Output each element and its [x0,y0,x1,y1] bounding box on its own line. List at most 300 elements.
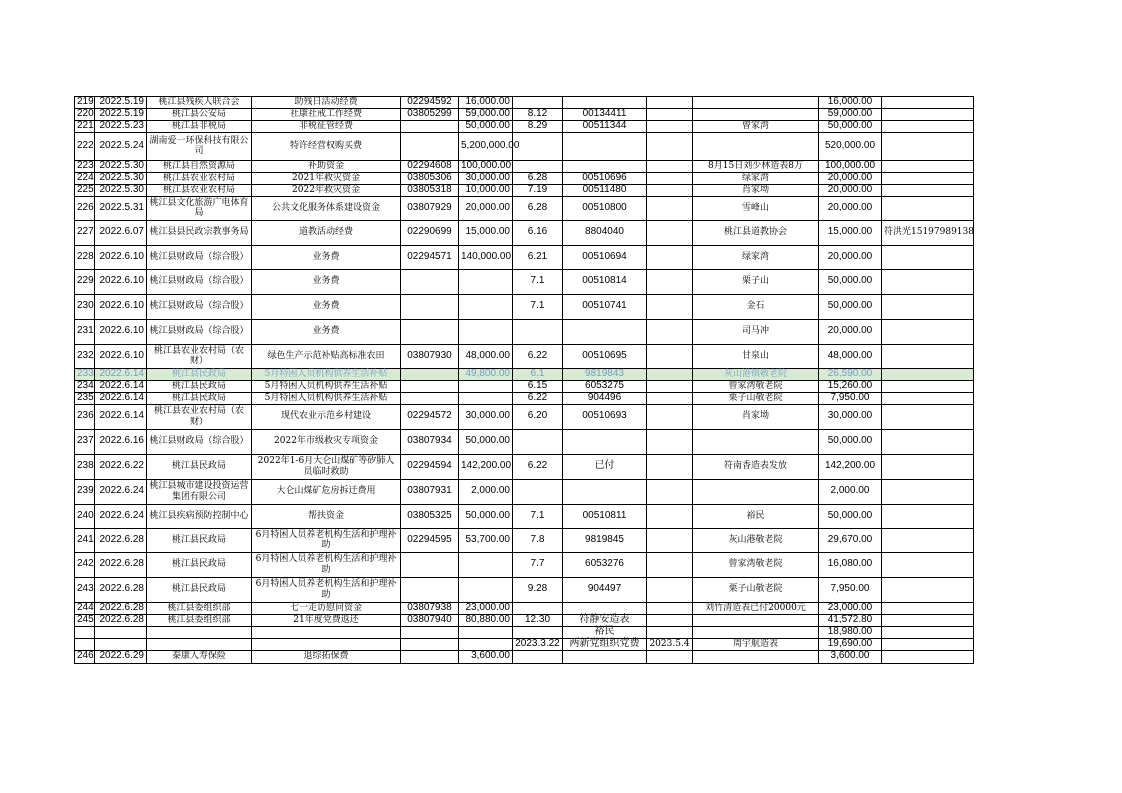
recipient-cell [693,429,819,454]
date-cell: 2022.6.10 [95,344,147,368]
payment-voucher-cell: 已付 [563,454,647,479]
payment-date-cell: 7.1 [513,504,563,528]
row-number-cell: 243 [75,577,95,602]
voucher-code-cell: 03807934 [401,429,459,454]
table-row [75,184,974,196]
date-cell [95,626,147,638]
row-number-cell: 244 [75,602,95,614]
recipient-cell [693,108,819,120]
recipient-cell [693,132,819,160]
note-cell [882,108,974,120]
ledger-table [74,96,974,664]
voucher-code-cell [401,368,459,380]
table-row [75,269,974,294]
recipient-cell: 曾家湾敬老院 [693,380,819,392]
row-number-cell: 239 [75,479,95,504]
paid-total-cell: 15,260.00 [819,380,882,392]
date-cell: 2022.5.30 [95,160,147,172]
table-row [75,528,974,552]
voucher-code-cell: 03807938 [401,602,459,614]
date-cell: 2022.6.10 [95,294,147,319]
note-cell [882,404,974,429]
note-cell [882,626,974,638]
unit-cell: 桃江县民政局 [147,552,252,577]
payment-voucher-cell: 904497 [563,577,647,602]
note-cell [882,319,974,344]
date-cell: 2022.5.30 [95,184,147,196]
amount-cell [459,577,513,602]
row-number-cell: 234 [75,380,95,392]
unit-cell: 桃江县文化旅游广电体育局 [147,196,252,220]
item-cell: 社康社戒工作经费 [252,108,401,120]
recipient-cell: 桃江县道教协会 [693,220,819,245]
table-row [75,160,974,172]
voucher-code-cell: 03805318 [401,184,459,196]
second-date-cell [647,220,693,245]
paid-total-cell: 18,980.00 [819,626,882,638]
date-cell: 2022.5.19 [95,97,147,109]
second-date-cell [647,120,693,132]
amount-cell: 15,000.00 [459,220,513,245]
amount-cell [459,319,513,344]
amount-cell [459,294,513,319]
recipient-cell [693,97,819,109]
payment-voucher-cell: 00510811 [563,504,647,528]
date-cell: 2022.6.07 [95,220,147,245]
item-cell: 七一走访慰问资金 [252,602,401,614]
recipient-cell: 甘泉山 [693,344,819,368]
voucher-code-cell: 03805325 [401,504,459,528]
voucher-code-cell [401,638,459,650]
date-cell: 2022.6.14 [95,368,147,380]
table-row [75,602,974,614]
note-cell [882,392,974,404]
payment-voucher-cell: 8804040 [563,220,647,245]
payment-voucher-cell: 00510693 [563,404,647,429]
item-cell: 帮扶资金 [252,504,401,528]
payment-voucher-cell [563,602,647,614]
voucher-code-cell: 02294595 [401,528,459,552]
table-row [75,552,974,577]
date-cell: 2022.5.24 [95,132,147,160]
payment-voucher-cell: 00511480 [563,184,647,196]
second-date-cell [647,108,693,120]
second-date-cell [647,319,693,344]
amount-cell: 50,000.00 [459,429,513,454]
item-cell: 业务费 [252,294,401,319]
unit-cell: 桃江县委组织部 [147,602,252,614]
paid-total-cell: 26,590.00 [819,368,882,380]
date-cell: 2022.6.29 [95,650,147,663]
amount-cell: 50,000.00 [459,120,513,132]
item-cell: 公共文化服务体系建设资金 [252,196,401,220]
voucher-code-cell [401,577,459,602]
payment-date-cell: 6.15 [513,380,563,392]
item-cell: 2022年救灾资金 [252,184,401,196]
item-cell: 2022年市级救灾专项资金 [252,429,401,454]
table-row [75,368,974,380]
unit-cell: 桃江县公安局 [147,108,252,120]
payment-date-cell [513,132,563,160]
table-row [75,132,974,160]
item-cell: 2022年1-6月大仑山煤矿等矽肺人员临时救助 [252,454,401,479]
voucher-code-cell: 02290699 [401,220,459,245]
row-number-cell: 235 [75,392,95,404]
payment-voucher-cell: 9819845 [563,528,647,552]
amount-cell [459,552,513,577]
item-cell: 补助资金 [252,160,401,172]
row-number-cell: 223 [75,160,95,172]
note-cell [882,172,974,184]
second-date-cell [647,504,693,528]
unit-cell: 桃江县财政局（综合股） [147,245,252,269]
payment-date-cell: 7.1 [513,294,563,319]
item-cell: 助残日活动经费 [252,97,401,109]
payment-date-cell [513,479,563,504]
payment-voucher-cell [563,160,647,172]
voucher-code-cell [401,120,459,132]
date-cell: 2022.6.28 [95,614,147,626]
payment-date-cell: 6.16 [513,220,563,245]
paid-total-cell: 7,950.00 [819,392,882,404]
second-date-cell [647,650,693,663]
amount-cell: 48,000.00 [459,344,513,368]
item-cell: 6月特困人员养老机构生活和护理补助 [252,552,401,577]
voucher-code-cell [401,269,459,294]
second-date-cell [647,368,693,380]
payment-voucher-cell: 00134411 [563,108,647,120]
paid-total-cell: 29,670.00 [819,528,882,552]
second-date-cell [647,479,693,504]
amount-cell: 2,000.00 [459,479,513,504]
unit-cell: 桃江县民政局 [147,577,252,602]
amount-cell: 140,000.00 [459,245,513,269]
unit-cell: 桃江县农业农村局 [147,184,252,196]
payment-voucher-cell: 00511344 [563,120,647,132]
paid-total-cell: 23,000.00 [819,602,882,614]
voucher-code-cell: 03805306 [401,172,459,184]
paid-total-cell: 142,200.00 [819,454,882,479]
unit-cell: 桃江县民政局 [147,528,252,552]
item-cell: 2021年救灾资金 [252,172,401,184]
recipient-cell: 曾家湾敬老院 [693,552,819,577]
payment-voucher-cell: 符静安造表 [563,614,647,626]
unit-cell: 桃江县县民政宗教事务局 [147,220,252,245]
paid-total-cell: 16,000.00 [819,97,882,109]
note-cell [882,294,974,319]
paid-total-cell: 20,000.00 [819,184,882,196]
payment-voucher-cell: 6053275 [563,380,647,392]
paid-total-cell: 50,000.00 [819,120,882,132]
payment-voucher-cell: 6053276 [563,552,647,577]
recipient-cell: 绿家湾 [693,172,819,184]
payment-voucher-cell: 00510800 [563,196,647,220]
payment-date-cell: 6.20 [513,404,563,429]
item-cell: 5月特困人员机构供养生活补贴 [252,380,401,392]
note-cell [882,160,974,172]
recipient-cell: 符南香造表发放 [693,454,819,479]
recipient-cell: 周宇航造表 [693,638,819,650]
date-cell: 2022.6.16 [95,429,147,454]
row-number-cell: 236 [75,404,95,429]
note-cell: 符洪光15197989138 [882,220,974,245]
row-number-cell: 242 [75,552,95,577]
second-date-cell [647,132,693,160]
amount-cell: 16,000.00 [459,97,513,109]
second-date-cell [647,160,693,172]
second-date-cell [647,614,693,626]
voucher-code-cell [401,132,459,160]
unit-cell: 桃江县农业农村局 [147,172,252,184]
recipient-cell [693,614,819,626]
voucher-code-cell [401,552,459,577]
unit-cell: 桃江县疾病预防控制中心 [147,504,252,528]
recipient-cell: 刘竹清造表已付20000元 [693,602,819,614]
note-cell [882,132,974,160]
paid-total-cell: 2,000.00 [819,479,882,504]
unit-cell: 桃江县城市建设投资运营集团有限公司 [147,479,252,504]
note-cell [882,479,974,504]
payment-date-cell: 8.12 [513,108,563,120]
paid-total-cell: 59,000.00 [819,108,882,120]
row-number-cell: 230 [75,294,95,319]
date-cell: 2022.6.14 [95,380,147,392]
note-cell [882,504,974,528]
item-cell: 特许经营权购买费 [252,132,401,160]
table-row [75,196,974,220]
date-cell: 2022.6.10 [95,269,147,294]
payment-date-cell: 7.7 [513,552,563,577]
payment-date-cell: 6.28 [513,196,563,220]
second-date-cell [647,294,693,319]
payment-date-cell [513,650,563,663]
note-cell [882,184,974,196]
voucher-code-cell: 02294571 [401,245,459,269]
payment-voucher-cell: 9819843 [563,368,647,380]
note-cell [882,602,974,614]
unit-cell: 桃江县财政局（综合股） [147,429,252,454]
note-cell [882,269,974,294]
date-cell: 2022.6.14 [95,404,147,429]
table-row [75,429,974,454]
table-row [75,220,974,245]
voucher-code-cell [401,294,459,319]
row-number-cell: 241 [75,528,95,552]
paid-total-cell: 50,000.00 [819,294,882,319]
amount-cell: 10,000.00 [459,184,513,196]
note-cell [882,577,974,602]
paid-total-cell: 7,950.00 [819,577,882,602]
payment-voucher-cell [563,650,647,663]
date-cell: 2022.6.22 [95,454,147,479]
second-date-cell [647,269,693,294]
second-date-cell [647,429,693,454]
note-cell [882,614,974,626]
note-cell [882,368,974,380]
item-cell [252,626,401,638]
second-date-cell [647,528,693,552]
payment-voucher-cell: 裕民 [563,626,647,638]
payment-date-cell: 6.28 [513,172,563,184]
payment-voucher-cell: 两新党组织党费 [563,638,647,650]
table-row [75,479,974,504]
date-cell: 2022.6.28 [95,528,147,552]
second-date-cell [647,344,693,368]
table-row [75,172,974,184]
note-cell [882,196,974,220]
table-row [75,319,974,344]
table-row [75,344,974,368]
amount-cell [459,380,513,392]
date-cell: 2022.6.24 [95,504,147,528]
amount-cell [459,626,513,638]
date-cell: 2022.6.10 [95,319,147,344]
payment-voucher-cell: 904496 [563,392,647,404]
unit-cell: 桃江县非税局 [147,120,252,132]
payment-date-cell [513,602,563,614]
table-row [75,650,974,663]
voucher-code-cell [401,319,459,344]
paid-total-cell: 50,000.00 [819,269,882,294]
note-cell [882,552,974,577]
date-cell: 2022.5.23 [95,120,147,132]
second-date-cell [647,172,693,184]
paid-total-cell: 48,000.00 [819,344,882,368]
payment-date-cell [513,160,563,172]
unit-cell: 桃江县民政局 [147,454,252,479]
unit-cell [147,626,252,638]
row-number-cell: 246 [75,650,95,663]
unit-cell: 桃江县农业农村局（农财） [147,404,252,429]
paid-total-cell: 15,000.00 [819,220,882,245]
amount-cell: 3,600.00 [459,650,513,663]
payment-voucher-cell [563,479,647,504]
recipient-cell: 肖家坳 [693,404,819,429]
voucher-code-cell [401,626,459,638]
paid-total-cell: 16,080.00 [819,552,882,577]
paid-total-cell: 20,000.00 [819,172,882,184]
row-number-cell: 240 [75,504,95,528]
unit-cell: 桃江县财政局（综合股） [147,269,252,294]
voucher-code-cell [401,380,459,392]
unit-cell [147,638,252,650]
unit-cell: 泰康人寿保险 [147,650,252,663]
amount-cell: 20,000.00 [459,196,513,220]
voucher-code-cell: 02294592 [401,97,459,109]
unit-cell: 桃江县财政局（综合股） [147,294,252,319]
row-number-cell: 245 [75,614,95,626]
recipient-cell: 栗子山 [693,269,819,294]
note-cell [882,245,974,269]
second-date-cell [647,552,693,577]
item-cell: 6月特困人员养老机构生活和护理补助 [252,577,401,602]
table-row [75,97,974,109]
table-row [75,504,974,528]
amount-cell: 80,880.00 [459,614,513,626]
note-cell [882,454,974,479]
table-row [75,380,974,392]
payment-voucher-cell: 00510741 [563,294,647,319]
payment-date-cell [513,626,563,638]
payment-date-cell: 6.22 [513,454,563,479]
amount-cell: 142,200.00 [459,454,513,479]
payment-date-cell: 7.8 [513,528,563,552]
recipient-cell: 曾家湾 [693,120,819,132]
voucher-code-cell: 03807930 [401,344,459,368]
recipient-cell: 8月15日刘少林造表8万 [693,160,819,172]
payment-date-cell: 9.28 [513,577,563,602]
amount-cell: 30,000.00 [459,404,513,429]
row-number-cell: 219 [75,97,95,109]
table-row [75,404,974,429]
voucher-code-cell [401,650,459,663]
recipient-cell: 栗子山敬老院 [693,392,819,404]
row-number-cell: 229 [75,269,95,294]
voucher-code-cell: 03807931 [401,479,459,504]
row-number-cell: 221 [75,120,95,132]
payment-date-cell: 12.30 [513,614,563,626]
unit-cell: 桃江县残疾人联合会 [147,97,252,109]
payment-date-cell: 6.22 [513,344,563,368]
unit-cell: 桃江县民政局 [147,368,252,380]
item-cell [252,638,401,650]
item-cell: 退综拓保费 [252,650,401,663]
second-date-cell [647,392,693,404]
payment-voucher-cell: 00510696 [563,172,647,184]
amount-cell: 100,000.00 [459,160,513,172]
recipient-cell: 裕民 [693,504,819,528]
table-row [75,108,974,120]
voucher-code-cell: 03807940 [401,614,459,626]
note-cell [882,650,974,663]
row-number-cell: 238 [75,454,95,479]
second-date-cell [647,454,693,479]
item-cell: 5月特困人员机构供养生活补贴 [252,368,401,380]
row-number-cell: 233 [75,368,95,380]
row-number-cell: 228 [75,245,95,269]
unit-cell: 桃江县农业农村局（农财） [147,344,252,368]
recipient-cell: 灰山港敬老院 [693,528,819,552]
amount-cell: 50,000.00 [459,504,513,528]
recipient-cell [693,650,819,663]
payment-voucher-cell [563,97,647,109]
item-cell: 道教活动经费 [252,220,401,245]
paid-total-cell: 50,000.00 [819,504,882,528]
table-row [75,294,974,319]
unit-cell: 桃江县自然资源局 [147,160,252,172]
item-cell: 业务费 [252,269,401,294]
table-row [75,577,974,602]
payment-date-cell: 7.1 [513,269,563,294]
second-date-cell [647,184,693,196]
unit-cell: 桃江县民政局 [147,380,252,392]
voucher-code-cell: 03807929 [401,196,459,220]
payment-date-cell [513,97,563,109]
amount-cell [459,269,513,294]
payment-voucher-cell [563,319,647,344]
voucher-code-cell [401,392,459,404]
payment-date-cell: 2023.3.22 [513,638,563,650]
row-number-cell: 226 [75,196,95,220]
date-cell: 2022.5.19 [95,108,147,120]
voucher-code-cell: 02294608 [401,160,459,172]
date-cell: 2022.6.28 [95,577,147,602]
note-cell [882,638,974,650]
row-number-cell: 232 [75,344,95,368]
paid-total-cell: 41,572.80 [819,614,882,626]
date-cell: 2022.5.31 [95,196,147,220]
item-cell: 业务费 [252,319,401,344]
